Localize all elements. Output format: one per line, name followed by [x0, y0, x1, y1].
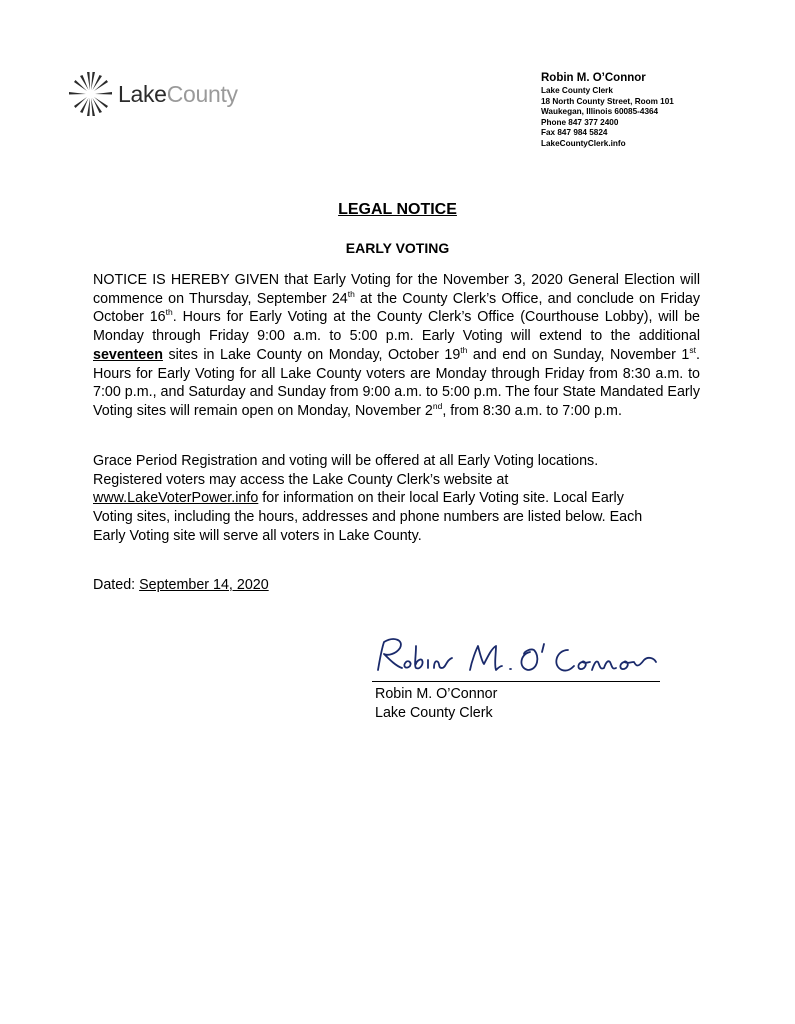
p1-sup-2: th — [165, 307, 173, 318]
logo-wordmark — [118, 81, 238, 108]
p2-line-2: Registered voters may access the Lake County Clerk’s website at — [93, 471, 509, 488]
contact-address: 18 North County Street, Room 101 — [541, 96, 674, 106]
logo-word-county: County — [166, 81, 238, 107]
notice-paragraph-2 — [93, 452, 713, 546]
dated-line — [93, 577, 269, 593]
contact-city: Waukegan, Illinois 60085-4364 — [541, 107, 659, 117]
clerk-name: Robin M. O’Connor — [541, 72, 646, 84]
dated-label: Dated: — [93, 577, 140, 593]
p1-text-f: . Hours for Early Voting for all Lake County voters are Monday through Friday from 8:30 a.m. to 7:00 p.m., and Saturday and Sunday from 9:00 a.m. to 5:00 p.m. The four State Mandated Early Voting sites will remain open on Monday, November 2 — [93, 346, 700, 419]
contact-title: Lake County Clerk — [541, 86, 613, 95]
clerk-contact-block — [541, 72, 674, 150]
p1-sup-3: th — [460, 345, 468, 356]
p1-sup-4: st — [689, 345, 696, 356]
p2-line-3-rest: for information on their local Early Voting site. Local Early — [258, 490, 624, 507]
notice-paragraph-1 — [93, 271, 700, 421]
signature-name: Robin M. O’Connor — [375, 686, 498, 702]
notice-title: LEGAL NOTICE — [338, 201, 457, 218]
p1-text-d: sites in Lake County on Monday, October 19 — [162, 346, 461, 363]
contact-website: LakeCountyClerk.info — [541, 138, 626, 148]
dated-value: September 14, 2020 — [139, 577, 269, 593]
p2-line-3 — [93, 489, 713, 508]
p1-text-e: and end on Sunday, November 1 — [467, 346, 690, 363]
signature-line — [372, 681, 660, 682]
lake-county-emblem-icon — [66, 68, 116, 120]
p1-text-b: at the County Clerk’s Office, and conclude on Friday October 16 — [93, 290, 700, 326]
signature-block — [375, 685, 497, 722]
signature-title: Lake County Clerk — [375, 704, 493, 721]
p2-line-5: Early Voting site will serve all voters in Lake County. — [93, 527, 422, 544]
notice-subtitle: EARLY VOTING — [345, 240, 450, 256]
p1-text-c: . Hours for Early Voting at the County Clerk’s Office (Courthouse Lobby), will be Monday through Friday 9:00 a.m. to 5:00 p.m. Early Voting will extend to the additional — [93, 309, 700, 345]
p1-text-a: NOTICE IS HEREBY GIVEN that Early Voting for the November 3, 2020 General Election will commence on Thursday, September 24 — [93, 272, 700, 307]
logo-word-lake: Lake — [118, 81, 167, 107]
contact-phone: Phone 847 377 2400 — [541, 117, 619, 127]
lake-county-logo — [66, 68, 246, 120]
p1-emphasis-seventeen: seventeen — [93, 346, 163, 363]
p2-line-1: Grace Period Registration and voting will be offered at all Early Voting locations. — [93, 453, 599, 469]
p1-sup-5: nd — [432, 401, 443, 412]
lakevoterpower-link[interactable]: www.LakeVoterPower.info — [93, 490, 259, 507]
p1-sup-1: th — [347, 288, 355, 299]
p2-line-4: Voting sites, including the hours, addresses and phone numbers are listed below. Each — [93, 509, 643, 526]
handwritten-signature — [372, 632, 662, 684]
contact-fax: Fax 847 984 5824 — [541, 128, 608, 138]
p1-text-g: , from 8:30 a.m. to 7:00 p.m. — [442, 402, 622, 419]
